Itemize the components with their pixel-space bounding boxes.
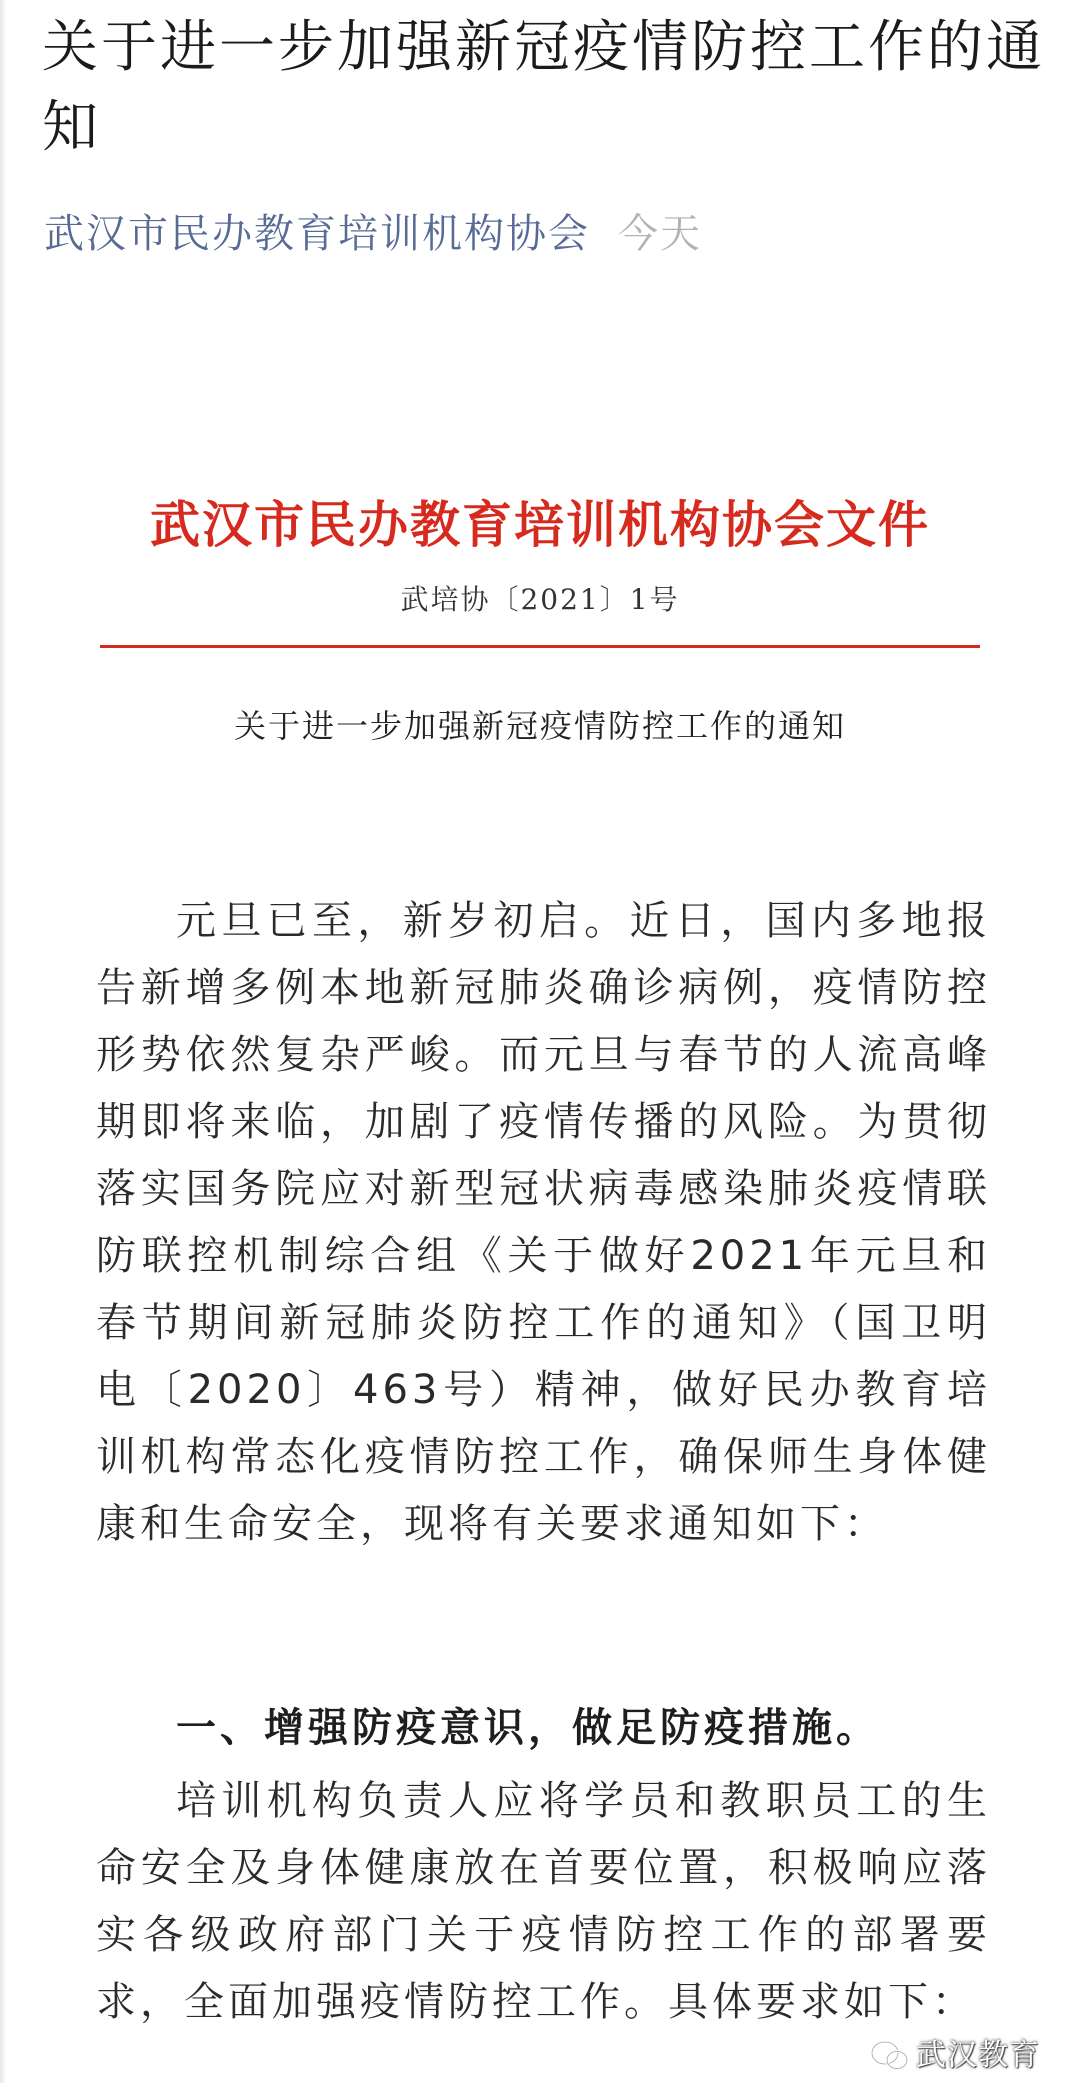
wechat-icon [870,2039,910,2073]
author-link[interactable]: 武汉市民办教育培训机构协会 [44,211,590,257]
body-paragraph-2: 培训机构负责人应将学员和教职员工的生命安全及身体健康放在首要位置，积极响应落实各级政府部门关于疫情防控工作的部署要求，全面加强疫情防控工作。具体要求如下： [96,1778,991,2025]
red-divider [100,645,980,648]
publish-date: 今天 [618,211,702,257]
body-paragraph-1: 元旦已至，新岁初启。近日，国内多地报告新增多例本地新冠肺炎确诊病例，疫情防控形势依然复杂严峻。而元旦与春节的人流高峰期即将来临，加剧了疫情传播的风险。为贯彻落实国务院应对新型冠状病毒感染肺炎疫情联防联控机制综合组《关于做好2021年元旦和春节期间新冠肺炎防控工作的通知》（国卫明电〔2020〕463号）精神，做好民办教育培训机构常态化疫情防控工作，确保师生身体健康和生命安全，现将有关要求通知如下： [96,898,991,1547]
document-header: 武汉市民办教育培训机构协会文件 [150,495,930,554]
wechat-watermark [864,2034,1046,2078]
document-subject: 关于进一步加强新冠疫情防控工作的通知 [233,707,846,745]
watermark-text: 武汉教育 [916,2038,1040,2073]
article-title: 关于进一步加强新冠疫情防控工作的通知 [42,15,1045,160]
section-heading-1: 一、增强防疫意识，做足防疫措施。 [176,1705,880,1751]
article-meta [44,206,702,262]
left-edge-shadow [0,0,6,2083]
document-number: 武培协〔2021〕1号 [400,583,680,616]
